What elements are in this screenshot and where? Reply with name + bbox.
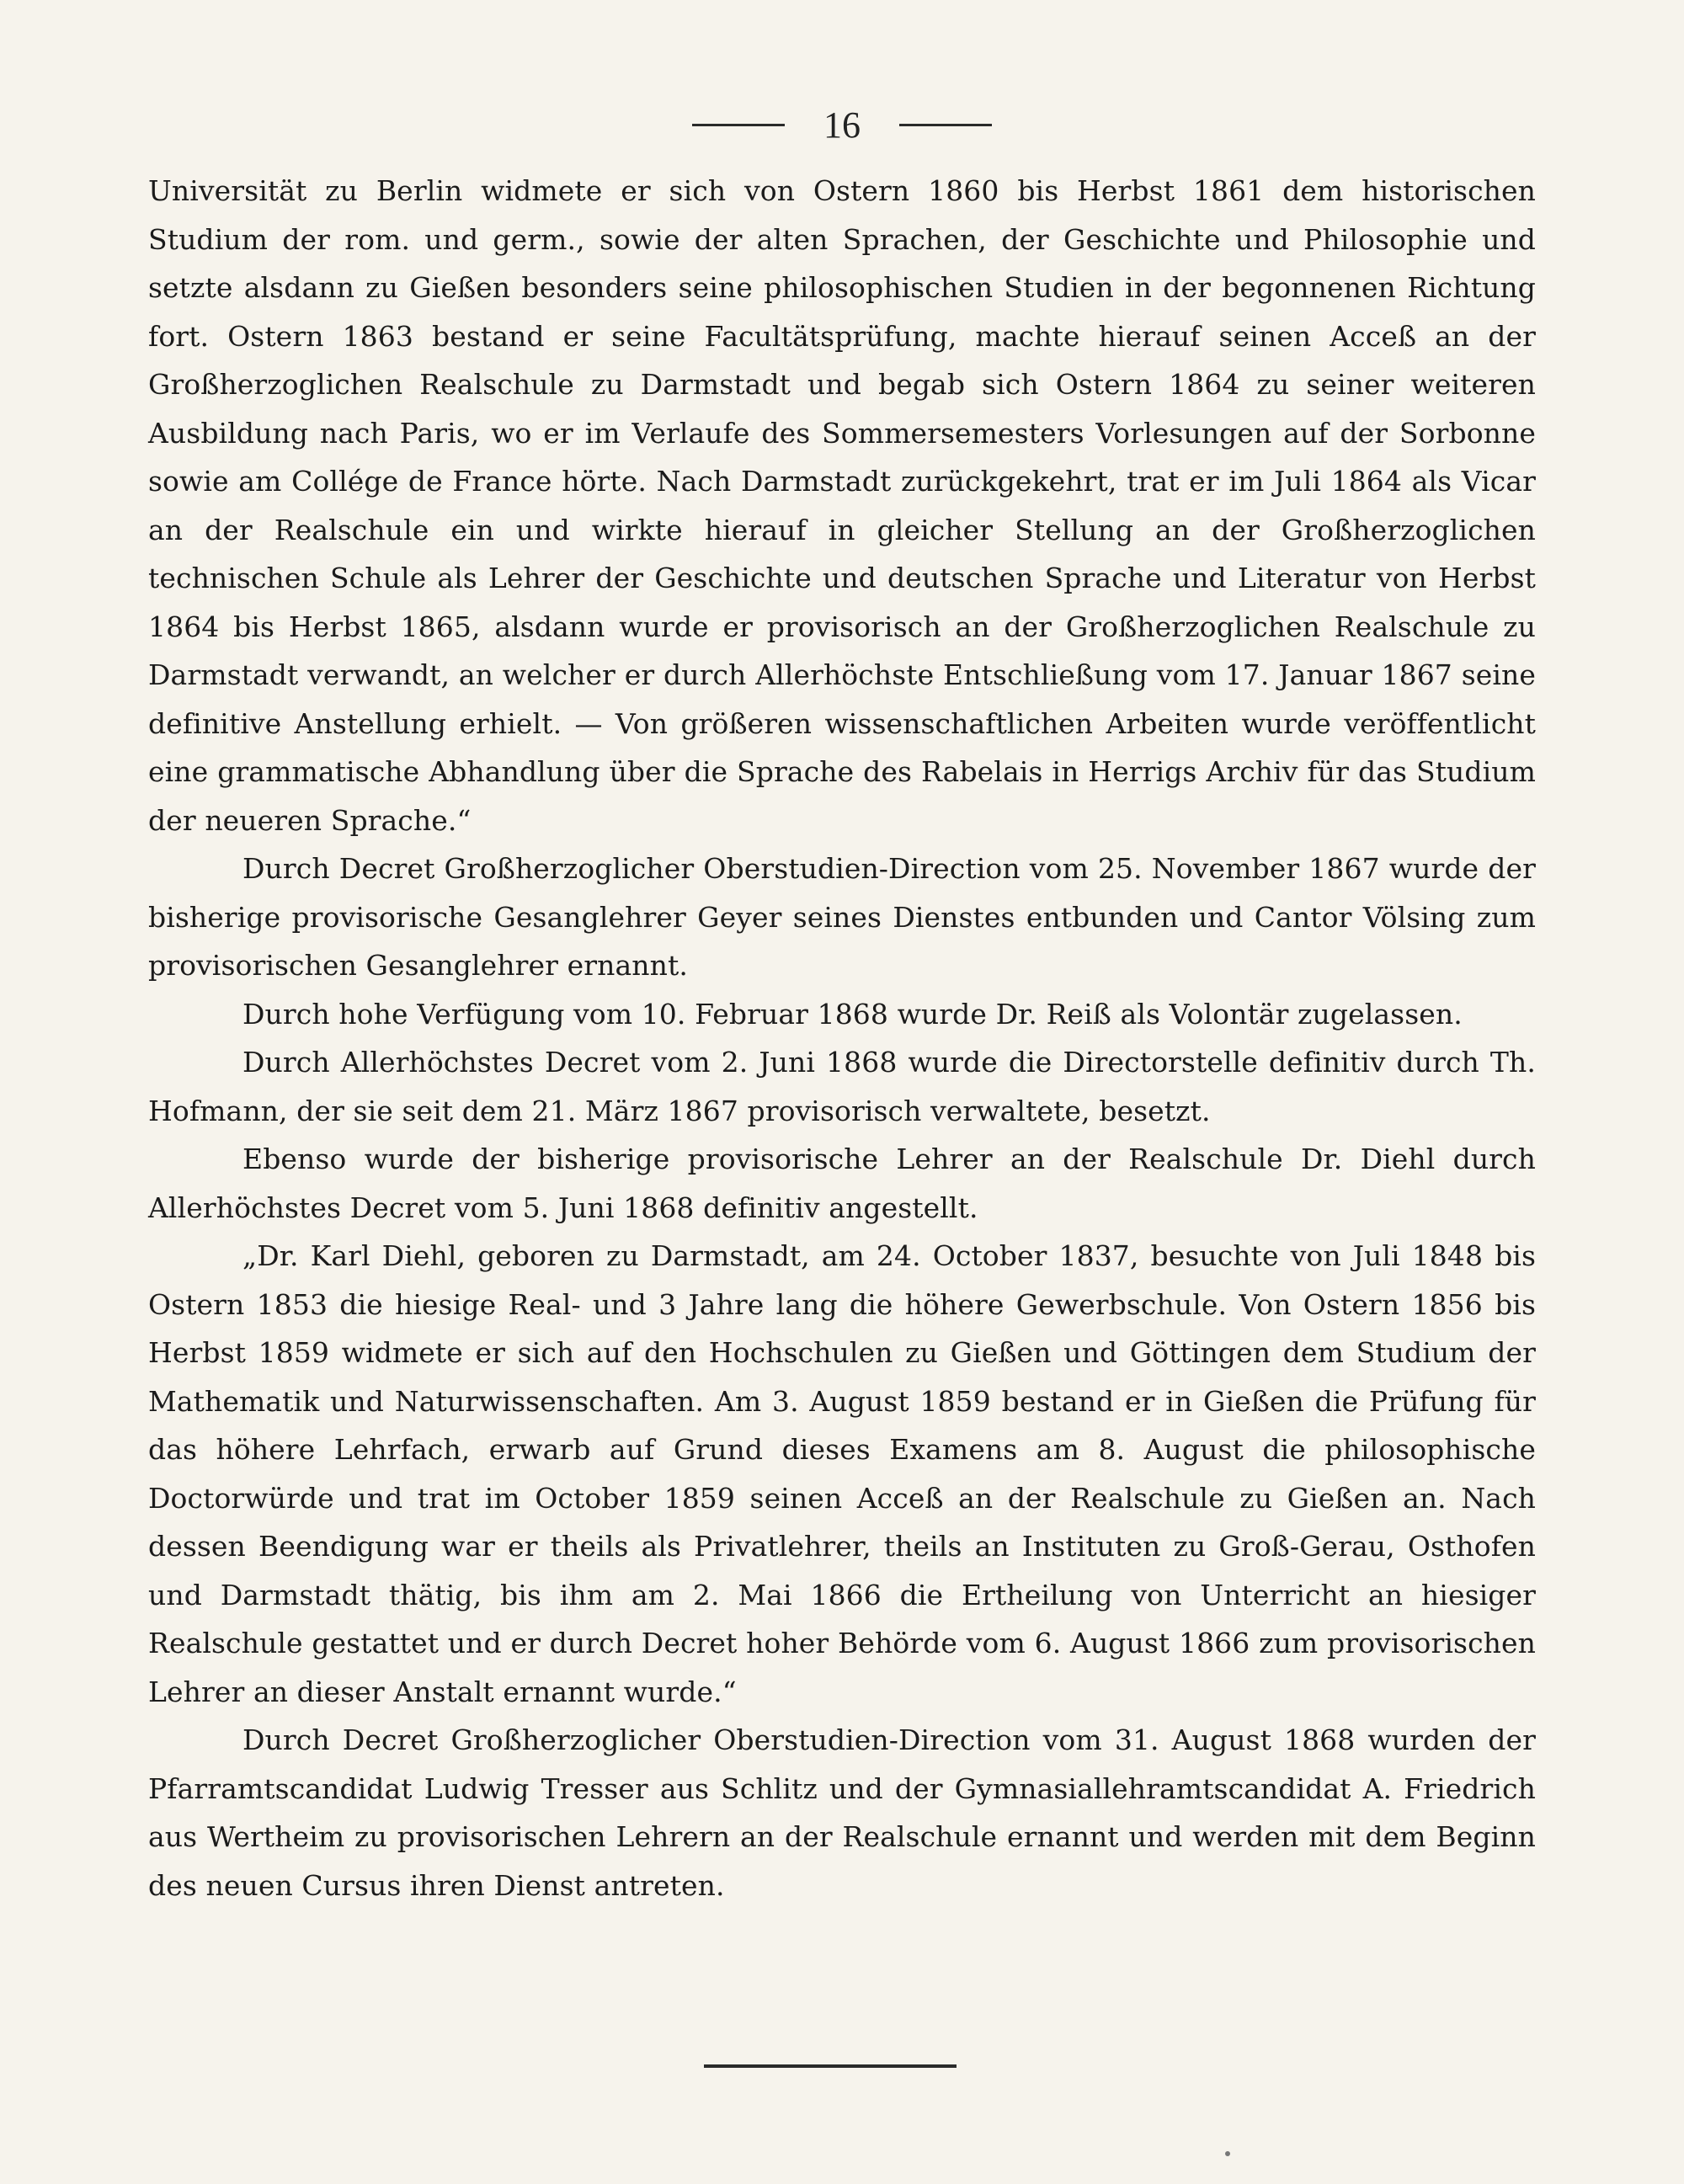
page-header: [0, 99, 1684, 150]
paragraph-5: Ebenso wurde der bisherige provisorische Lehrer an der Realschule Dr. Diehl durch Allerhöchstes Decret vom 5. Juni 1868 definitiv angestellt.: [148, 1143, 1536, 1224]
print-speck: [1225, 2151, 1230, 2156]
page-number: 16: [823, 104, 861, 146]
closing-rule: [704, 2064, 957, 2068]
header-right-dash: [899, 124, 992, 126]
header-left-dash: [692, 124, 785, 126]
paragraph-4: Durch Allerhöchstes Decret vom 2. Juni 1868 wurde die Directorstelle definitiv durch Th. Hofmann, der sie seit dem 21. März 1867 provisorisch verwaltete, besetzt.: [148, 1046, 1536, 1127]
paragraph-7: Durch Decret Großherzoglicher Oberstudien-Direction vom 31. August 1868 wurden der Pfarramtscandidat Ludwig Tresser aus Schlitz und der Gymnasiallehramtscandidat A. Friedrich aus Wertheim zu provisorischen Lehrern an der Realschule ernannt und werden mit dem Beginn des neuen Cursus ihren Dienst antreten.: [148, 1723, 1536, 1902]
paragraph-6: „Dr. Karl Diehl, geboren zu Darmstadt, am 24. October 1837, besuchte von Juli 1848 bis Ostern 1853 die hiesige Real- und 3 Jahre lang die höhere Gewerbschule. Von Ostern 1856 bis Herbst 1859 widmete er sich auf den Hochschulen zu Gießen und Göttingen dem Studium der Mathematik und Naturwissenschaften. Am 3. August 1859 bestand er in Gießen die Prüfung für das höhere Lehrfach, erwarb auf Grund dieses Examens am 8. August die philosophische Doctorwürde und trat im October 1859 seinen Acceß an der Realschule zu Gießen an. Nach dessen Beendigung war er theils als Privatlehrer, theils an Instituten zu Groß-Gerau, Osthofen und Darmstadt thätig, bis ihm am 2. Mai 1866 die Ertheilung von Unterricht an hiesiger Realschule gestattet und er durch Decret hoher Behörde vom 6. August 1866 zum provisorischen Lehrer an dieser Anstalt ernannt wurde.“: [148, 1239, 1536, 1708]
paragraph-3: Durch hohe Verfügung vom 10. Februar 1868 wurde Dr. Reiß als Volontär zugelassen.: [242, 997, 1463, 1031]
paragraph-1: Universität zu Berlin widmete er sich von Ostern 1860 bis Herbst 1861 dem historischen Studium der rom. und germ., sowie der alten Sprachen, der Geschichte und Philosophie und setzte alsdann zu Gießen besonders seine philosophischen Studien in der begonnenen Richtung fort. Ostern 1863 bestand er seine Facultätsprüfung, machte hierauf seinen Acceß an der Großherzoglichen Realschule zu Darmstadt und begab sich Ostern 1864 zu seiner weiteren Ausbildung nach Paris, wo er im Verlaufe des Sommersemesters Vorlesungen auf der Sorbonne sowie am Collége de France hörte. Nach Darmstadt zurückgekehrt, trat er im Juli 1864 als Vicar an der Realschule ein und wirkte hierauf in gleicher Stellung an der Großherzoglichen technischen Schule als Lehrer der Geschichte und deutschen Sprache und Literatur von Herbst 1864 bis Herbst 1865, alsdann wurde er provisorisch an der Großherzoglichen Realschule zu Darmstadt verwandt, an welcher er durch Allerhöchste Entschließung vom 17. Januar 1867 seine definitive Anstellung erhielt. — Von größeren wissenschaftlichen Arbeiten wurde veröffentlicht eine grammatische Abhandlung über die Sprache des Rabelais in Herrigs Archiv für das Studium der neueren Sprache.“: [148, 174, 1536, 837]
paragraph-2: Durch Decret Großherzoglicher Oberstudien-Direction vom 25. November 1867 wurde der bisherige provisorische Gesanglehrer Geyer seines Dienstes entbunden und Cantor Völsing zum provisorischen Gesanglehrer ernannt.: [148, 852, 1536, 982]
page-body: [148, 167, 1536, 1910]
